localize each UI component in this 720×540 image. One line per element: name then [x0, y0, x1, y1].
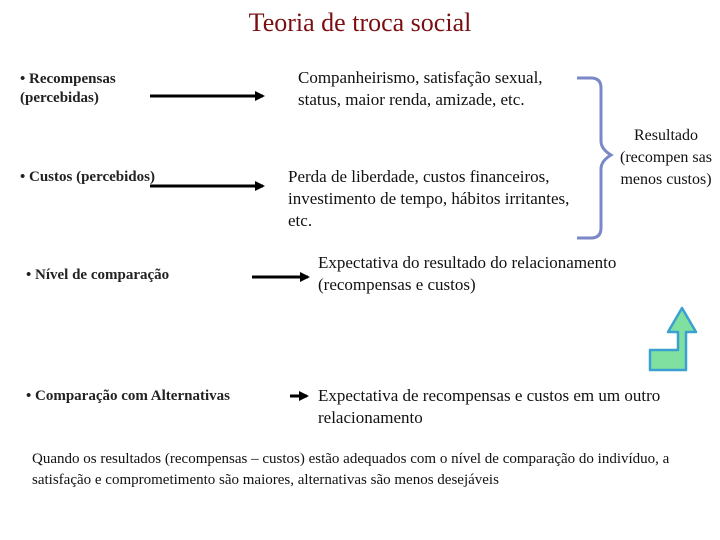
label-alternatives: • Comparação com Alternativas: [26, 388, 230, 404]
label-rewards: • Recompensas (percebidas): [20, 71, 116, 106]
label-costs: • Custos (percebidos): [20, 169, 155, 185]
turn-up-arrow-icon: [650, 308, 696, 370]
bracket-icon: [577, 78, 611, 238]
page-title: Teoria de troca social: [248, 8, 472, 37]
label-comparison-level: • Nível de comparação: [26, 267, 170, 283]
result-label: Resultado (recompen sas menos custos): [620, 127, 712, 188]
costs-description: Perda de liberdade, custos financeiros, investimento de tempo, hábitos irritantes, etc.: [288, 167, 570, 230]
alternatives-description: Expectativa de recompensas e custos em um outro relacionamento: [318, 386, 661, 427]
conclusion-note: Quando os resultados (recompensas – custos) estão adequados com o nível de comparação do indivíduo, a satisfação e comprometimento são maiores, alternativas são menos desejáveis: [32, 451, 670, 488]
comparison-level-description: Expectativa do resultado do relacionamento (recompensas e custos): [318, 253, 617, 294]
rewards-description: Companheirismo, satisfação sexual, status, maior renda, amizade, etc.: [298, 68, 543, 109]
